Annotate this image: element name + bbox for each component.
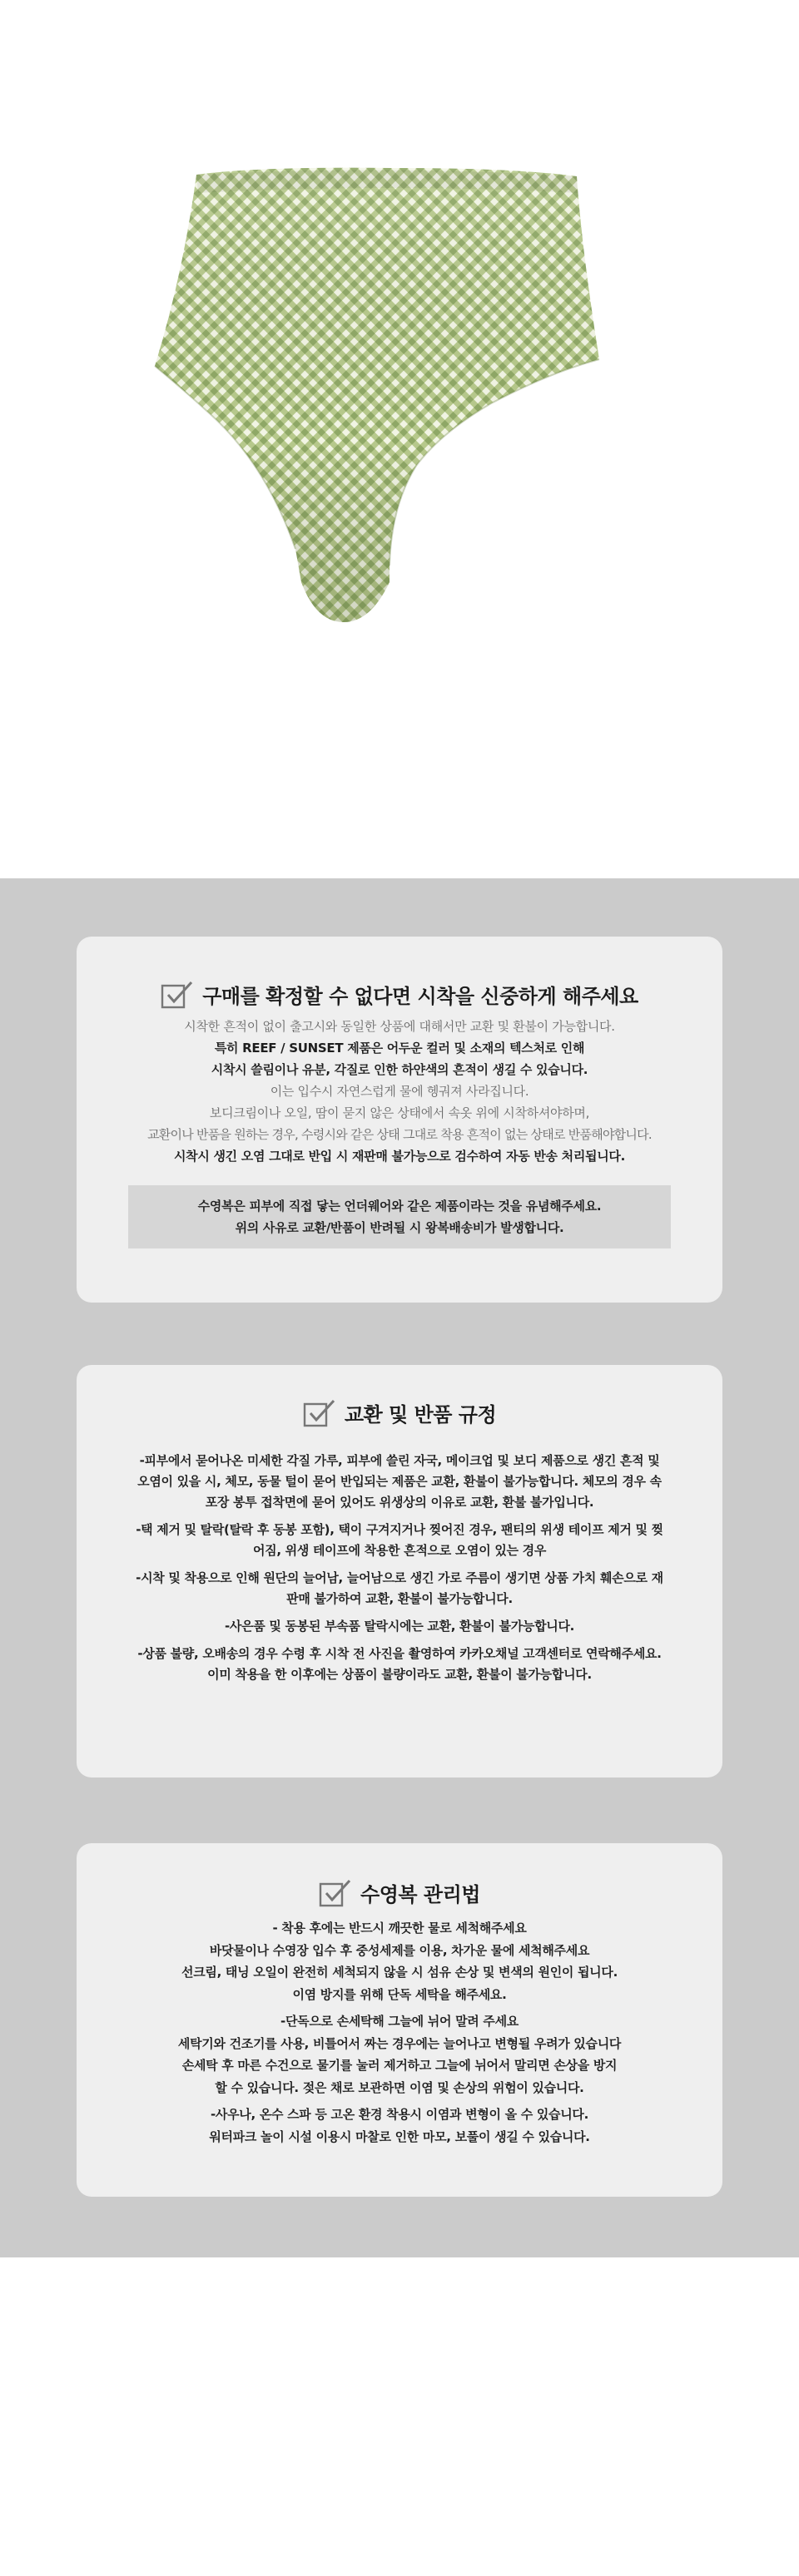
notice-line: 보디크림이나 오일, 땀이 묻지 않은 상태에서 속옷 위에 시착하셔야하며, <box>209 1105 590 1120</box>
care-line: 손세탁 후 마른 수건으로 물기를 눌러 제거하고 그늘에 뉘어서 말리면 손상을 방지 <box>181 2058 618 2073</box>
guide-section <box>0 878 799 2257</box>
notice-line: 특히 REEF / SUNSET 제품은 어두운 컬러 및 소재의 텍스처로 인해 <box>214 1041 585 1056</box>
notice-body <box>77 1016 722 1167</box>
checkbox-icon <box>319 1879 352 1907</box>
exchange-rule: -상품 불량, 오배송의 경우 수령 후 시착 전 사진을 촬영하여 카카오채널 고객센터로 연락해주세요. 이미 착용을 한 이후에는 상품이 불량이라도 교환, 환불이 불가능합니다. <box>137 1646 662 1682</box>
exchange-rule: -사은품 및 동봉된 부속품 탈락시에는 교환, 환불이 불가능합니다. <box>224 1619 575 1634</box>
care-line: 할 수 있습니다. 젖은 채로 보관하면 이염 및 손상의 위험이 있습니다. <box>215 2079 584 2095</box>
care-line: 바닷물이나 수영장 입수 후 중성세제를 이용, 차가운 물에 세척해주세요 <box>209 1942 590 1958</box>
checkbox-icon <box>303 1399 336 1427</box>
care-line: 세탁기와 건조기를 사용, 비틀어서 짜는 경우에는 늘어나고 변형될 우려가 있습니다 <box>177 2035 622 2051</box>
product-image <box>0 0 799 878</box>
bottom-spacer <box>0 2257 799 2576</box>
care-line: -단독으로 손세탁해 그늘에 뉘어 말려 주세요 <box>280 2014 519 2029</box>
warning-line: 수영복은 피부에 직접 닿는 언더웨어와 같은 제품이라는 것을 유념해주세요. <box>197 1199 602 1214</box>
exchange-title: 교환 및 반품 규정 <box>344 1403 497 1426</box>
care-line: - 착용 후에는 반드시 깨끗한 물로 세척해주세요 <box>272 1921 527 1936</box>
exchange-rule: -시착 및 착용으로 인해 원단의 늘어남, 늘어남으로 생긴 가로 주름이 생기면 상품 가치 훼손으로 재판매 불가하여 교환, 환불이 불가능합니다. <box>136 1570 663 1606</box>
exchange-rule: -택 제거 및 탈락(탈락 후 동봉 포함), 택이 구겨지거나 찢어진 경우, 팬티의 위생 테이프 제거 및 찢어짐, 위생 테이프에 착용한 흔적으로 오염이 있는 경우 <box>136 1522 663 1558</box>
exchange-policy-card <box>77 1365 722 1777</box>
swimwear-care-card <box>77 1843 722 2197</box>
product-image-section <box>0 0 799 878</box>
care-line: -사우나, 온수 스파 등 고온 환경 착용시 이염과 변형이 올 수 있습니다. <box>211 2107 588 2122</box>
notice-line: 시착한 흔적이 없이 출고시와 동일한 상품에 대해서만 교환 및 환불이 가능합니다. <box>184 1019 615 1034</box>
care-line: 이염 방지를 위해 단독 세탁을 해주세요. <box>292 1986 507 2002</box>
care-title: 수영복 관리법 <box>360 1883 480 1906</box>
care-line: 선크림, 태닝 오일이 완전히 세척되지 않을 시 섬유 손상 및 변색의 원인이 됩니다. <box>181 1965 618 1980</box>
notice-line: 시착시 쓸림이나 유분, 각질로 인한 하얀색의 흔적이 생길 수 있습니다. <box>211 1062 588 1077</box>
care-line: 워터파크 놀이 시설 이용시 마찰로 인한 마모, 보풀이 생길 수 있습니다. <box>209 2129 590 2144</box>
warning-line: 위의 사유로 교환/반품이 반려될 시 왕복배송비가 발생합니다. <box>235 1220 564 1235</box>
notice-line: 이는 입수시 자연스럽게 물에 헹궈져 사라집니다. <box>270 1084 529 1099</box>
notice-title: 구매를 확정할 수 없다면 시착을 신중하게 해주세요 <box>202 985 638 1008</box>
care-instructions <box>77 1917 722 2148</box>
checkbox-icon <box>161 981 194 1009</box>
notice-line: 교환이나 반품을 원하는 경우, 수령시와 같은 상태 그대로 착용 흔적이 없는 상태로 반품해야합니다. <box>147 1127 652 1142</box>
warning-box <box>128 1185 671 1248</box>
exchange-rule: -피부에서 묻어나온 미세한 각질 가루, 피부에 쓸린 자국, 메이크업 및 보디 제품으로 생긴 흔적 및 오염이 있을 시, 체모, 동물 털이 묻어 반입되는 제품은 교환, 환불이 불가능합니다. 체모의 경우 속 포장 봉투 접착면에 묻어 있어도 위생상의 이유로 교환, 환불 불가입니다. <box>137 1453 662 1510</box>
notice-line: 시착시 생긴 오염 그대로 반입 시 재판매 불가능으로 검수하여 자동 반송 처리됩니다. <box>173 1149 625 1164</box>
try-on-notice-card <box>77 937 722 1303</box>
exchange-rules <box>77 1451 722 1685</box>
